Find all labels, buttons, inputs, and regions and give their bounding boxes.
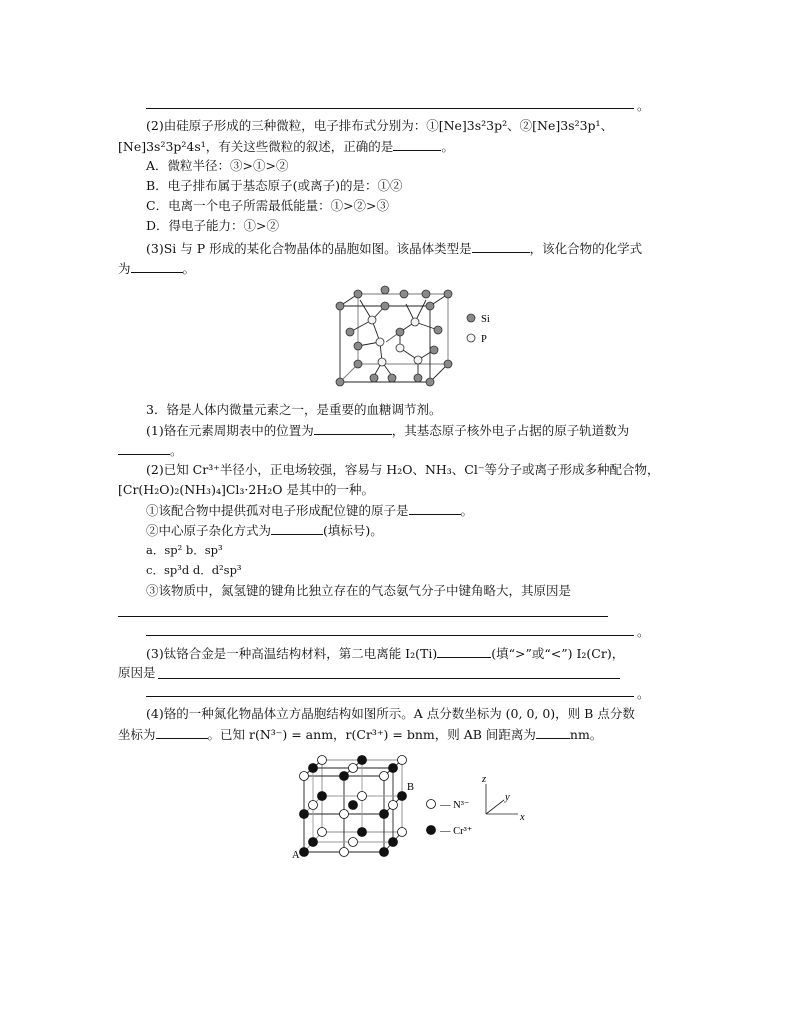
period: 。	[637, 98, 650, 113]
q3-part2-line1: (2)已知 Cr³⁺半径小，正电场较强，容易与 H₂O、NH₃、Cl⁻等分子或离子形成多种配合物，	[146, 462, 660, 477]
answer-blank[interactable]	[314, 422, 392, 435]
axis-z-label: z	[482, 774, 487, 785]
option-b: B．电子排布属于基态原子(或离子)的是：①②	[146, 178, 403, 193]
point-b-label: B	[407, 782, 415, 793]
q3-part4-line1: (4)铬的一种氮化物晶体立方晶胞结构如图所示。A 点分数坐标为 (0, 0, 0)，则 B 点分数	[146, 706, 635, 721]
answer-line[interactable]	[118, 616, 608, 617]
period: 。	[637, 624, 650, 639]
answer-blank[interactable]	[472, 240, 530, 253]
q3-text: (3)钛铬合金是一种高温结构材料，第二电离能 I₂(Ti)	[146, 646, 438, 661]
q3-part4-line2	[118, 726, 602, 743]
si-p-unit-cell-figure	[330, 280, 510, 392]
period: 。	[637, 686, 650, 701]
q2-3-text: ，该化合物的化学式	[529, 241, 643, 256]
q3-text: ，其基态原子核外电子占据的原子轨道数为	[391, 423, 630, 438]
axis-x-label: x	[520, 812, 525, 823]
point-a-label: A	[292, 850, 300, 861]
legend-p-label: P	[481, 334, 487, 345]
period: 。	[182, 261, 196, 276]
q3-text: (1)铬在元素周期表中的位置为	[146, 423, 314, 438]
legend-si-label: Si	[481, 314, 490, 325]
q2-3-text: (3)Si 与 P 形成的某化合物晶体的晶胞如图。该晶体类型是	[146, 241, 472, 256]
answer-line[interactable]	[158, 678, 620, 679]
answer-line[interactable]	[146, 635, 634, 636]
q3-text: nm。	[569, 727, 603, 742]
period: 。	[441, 139, 454, 154]
option-a: A．微粒半径：③>①>②	[146, 158, 289, 173]
q2-2-stem-text: [Ne]3s²3p²4s¹，有关这些微粒的叙述，正确的是	[118, 139, 394, 154]
q3-part2-q2	[146, 522, 383, 539]
q2-3-text: 为	[118, 261, 131, 276]
answer-blank[interactable]	[118, 442, 170, 455]
q2-2-stem-line2	[118, 138, 454, 155]
answer-blank[interactable]	[131, 260, 183, 273]
q2-3-line2	[118, 260, 195, 277]
q3-options-cd: c．sp³d d．d²sp³	[146, 563, 242, 577]
option-c: C．电离一个电子所需最低能量：①>②>③	[146, 198, 390, 213]
q3-text: (填标号)。	[323, 523, 383, 538]
legend-cr-label: — Cr³⁺	[440, 826, 473, 837]
q3-part1-line1	[146, 422, 629, 439]
answer-blank[interactable]	[271, 522, 323, 535]
answer-blank[interactable]	[156, 726, 208, 739]
q3-part2-q3: ③该物质中，氮氢键的键角比独立存在的气态氨气分子中键角略大，其原因是	[146, 583, 572, 598]
crn-unit-cell-figure	[290, 752, 540, 862]
q3-part3-line1	[146, 645, 624, 662]
answer-blank[interactable]	[437, 645, 491, 658]
period: 。	[170, 443, 183, 458]
q3-text: 坐标为	[118, 727, 156, 742]
q3-part2-line2: [Cr(H₂O)₂(NH₃)₄]Cl₃·2H₂O 是其中的一种。	[118, 482, 374, 497]
answer-line[interactable]	[146, 696, 634, 697]
answer-line[interactable]	[146, 108, 634, 109]
q3-part2-q1	[146, 502, 473, 519]
q3-options-ab: a．sp² b．sp³	[146, 543, 223, 557]
legend-n-label: — N³⁻	[440, 800, 470, 811]
axis-y-label: y	[505, 792, 510, 803]
q3-text: ②中心原子杂化方式为	[146, 523, 272, 538]
q2-3-line1	[146, 240, 642, 257]
q3-part3-line2: 原因是	[118, 665, 156, 680]
answer-blank[interactable]	[536, 726, 570, 739]
answer-blank[interactable]	[393, 138, 441, 151]
q3-text: ①该配合物中提供孤对电子形成配位键的原子是	[146, 503, 409, 518]
q3-part1-line2	[118, 442, 183, 459]
period: 。	[460, 503, 474, 518]
answer-blank[interactable]	[409, 502, 461, 515]
q3-text: 。已知 r(N³⁻) = anm，r(Cr³⁺) = bnm，则 AB 间距离为	[207, 727, 536, 742]
q3-title: 3．铬是人体内微量元素之一，是重要的血糖调节剂。	[146, 402, 442, 417]
q2-2-stem-line1: (2)由硅原子形成的三种微粒，电子排布式分别为：①[Ne]3s²3p²、②[Ne]3s²3p¹、	[146, 118, 614, 133]
q3-text: (填“>”或“<”) I₂(Cr)，	[491, 646, 625, 661]
option-d: D．得电子能力：①>②	[146, 218, 279, 233]
